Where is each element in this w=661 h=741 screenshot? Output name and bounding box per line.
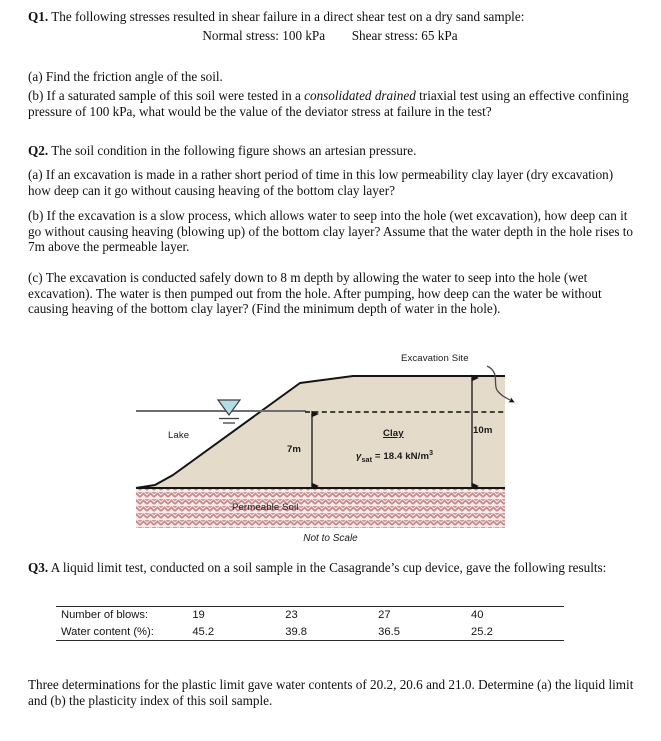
q1-shear-stress: Shear stress: 65 kPa (351, 28, 458, 43)
liquid-limit-table (56, 606, 564, 641)
clay-unit-weight-label (356, 450, 433, 464)
clay-layer (136, 376, 505, 488)
gamma-exponent: 3 (429, 450, 434, 457)
artesian-pressure-figure (0, 345, 661, 545)
cross-section-svg (0, 345, 661, 545)
table-cell: 45.2 (192, 624, 285, 641)
q1-stem (28, 9, 636, 25)
figure-caption: Not to Scale (303, 533, 358, 544)
q1-part-b-post: triaxial test using an effective confining pressure of 100 kPa, what would be the value of the deviator stress at failure in the test? (28, 88, 629, 119)
clay-label: Clay (383, 428, 404, 439)
table-row (56, 607, 564, 624)
dimension-7m-label: 7m (287, 444, 302, 455)
permeable-soil-label: Permeable Soil (232, 502, 299, 513)
q1-part-a (28, 69, 636, 85)
q1-normal-stress: Normal stress: 100 kPa (202, 28, 326, 43)
q2-stem (28, 143, 636, 159)
gamma-subscript: sat (361, 455, 373, 465)
dimension-10m-label: 10m (473, 425, 493, 436)
q2-part-c: (c) The excavation is conducted safely down to 8 m depth by allowing the water to seep into the hole (wet excavation). The water is then pumped out from the hole. After pumping, how deep can the water be without causing heaving of the bottom clay layer? (Find the minimum depth of water in the hole). (28, 270, 602, 317)
q3-number: Q3. (28, 560, 49, 575)
q3-stem (28, 560, 636, 576)
permeable-soil-layer (136, 488, 505, 528)
q3-closing: Three determinations for the plastic limit gave water contents of 20.2, 20.6 and 21.0. Determine (a) the liquid limit and (b) the plasticity index of this soil sample. (28, 677, 634, 708)
lake-label: Lake (168, 430, 190, 441)
table-cell: 40 (471, 607, 564, 624)
q1-given-line (60, 28, 600, 44)
table-cell: 25.2 (471, 624, 564, 641)
table-row (56, 624, 564, 641)
table-row-header: Number of blows: (56, 607, 192, 624)
q2-part-b: (b) If the excavation is a slow process, which allows water to seep into the hole (wet excavation), how deep can it go without causing heaving (blowing up) of the bottom clay layer? Assume that the water depth in the hole rises to 7m above the permeable layer. (28, 208, 634, 255)
table-cell: 27 (378, 607, 471, 624)
q2-number: Q2. (28, 143, 49, 158)
excavation-site-label: Excavation Site (401, 353, 469, 364)
q1-part-b (28, 88, 636, 119)
q1-part-b-pre: (b) If a saturated sample of this soil were tested in a (28, 88, 305, 103)
table-row-header: Water content (%): (56, 624, 192, 641)
table-cell: 39.8 (285, 624, 378, 641)
table-cell: 23 (285, 607, 378, 624)
table-cell: 36.5 (378, 624, 471, 641)
q1-part-b-emphasis: consolidated drained (304, 88, 416, 103)
gamma-value: = 18.4 kN/m (372, 451, 430, 463)
q2-stem-text: The soil condition in the following figure shows an artesian pressure. (51, 143, 417, 158)
table-cell: 19 (192, 607, 285, 624)
q1-stem-text: The following stresses resulted in shear failure in a direct shear test on a dry sand sample: (51, 9, 525, 24)
q3-stem-text: A liquid limit test, conducted on a soil sample in the Casagrande’s cup device, gave the following results: (50, 560, 607, 575)
q1-part-a-text: (a) Find the friction angle of the soil. (28, 69, 223, 84)
gamma-symbol: γ (356, 451, 362, 463)
q2-part-a: (a) If an excavation is made in a rather short period of time in this low permeability clay layer (dry excavation) how deep can it go without causing heaving of the bottom clay layer? (28, 167, 614, 198)
q1-number: Q1. (28, 9, 49, 24)
